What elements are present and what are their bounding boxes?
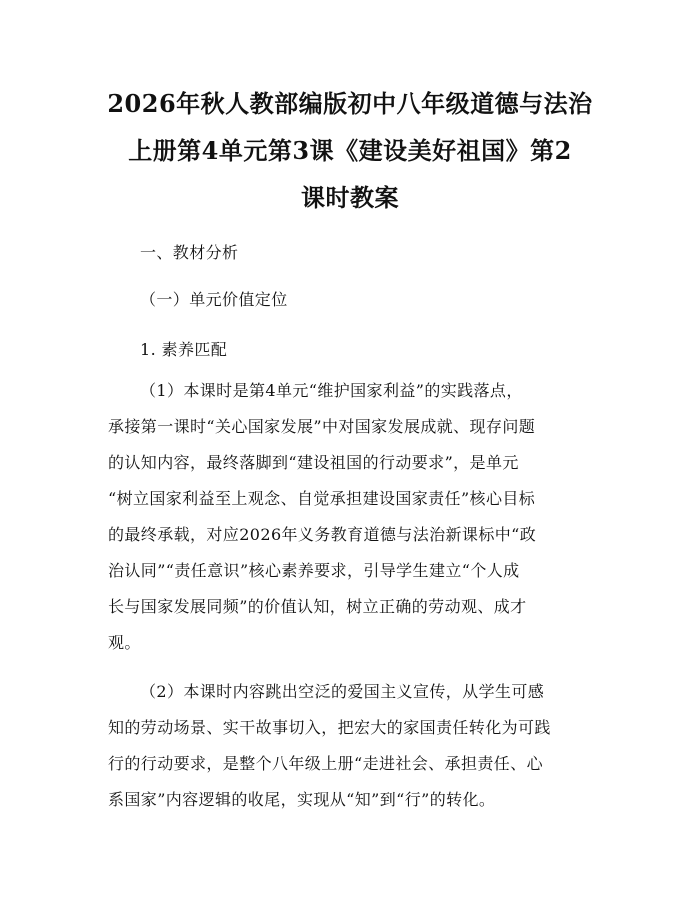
paragraph-2-line-3: 行的行动要求，是整个八年级上册“走进社会、承担责任、心 — [108, 754, 543, 773]
paragraph-1-line-3: 的认知内容，最终落脚到“建设祖国的行动要求”，是单元 — [108, 453, 519, 472]
item-heading-literacy-match: 1. 素养匹配 — [140, 340, 228, 359]
paragraph-1-line-7: 长与国家发展同频”的价值认知，树立正确的劳动观、成才 — [108, 597, 527, 616]
document-title-line-3: 课时教案 — [301, 183, 399, 212]
paragraph-2-line-1: （2）本课时内容跳出空泛的爱国主义宣传，从学生可感 — [140, 682, 545, 701]
paragraph-1-line-5: 的最终承载，对应2026年义务教育道德与法治新课标中“政 — [108, 525, 537, 544]
paragraph-1-line-2: 承接第一课时“关心国家发展”中对国家发展成就、现存问题 — [108, 417, 536, 436]
document-title-line-1: 2026年秋人教部编版初中八年级道德与法治 — [107, 89, 593, 118]
paragraph-2-line-4: 系国家”内容逻辑的收尾，实现从“知”到“行”的转化。 — [108, 790, 496, 809]
paragraph-1-line-4: “树立国家利益至上观念、自觉承担建设国家责任”核心目标 — [108, 489, 536, 508]
paragraph-1-line-6: 治认同”“责任意识”核心素养要求，引导学生建立“个人成 — [108, 561, 520, 580]
subsection-heading-unit-value: （一）单元价值定位 — [140, 290, 288, 309]
paragraph-2-line-2: 知的劳动场景、实干故事切入，把宏大的家国责任转化为可践 — [108, 718, 551, 737]
document-title-line-2: 上册第4单元第3课《建设美好祖国》第2 — [128, 136, 572, 165]
paragraph-1-line-1: （1）本课时是第4单元“维护国家利益”的实践落点， — [140, 381, 523, 400]
paragraph-1-line-8: 观。 — [108, 633, 141, 652]
section-heading-material-analysis: 一、教材分析 — [140, 243, 239, 262]
